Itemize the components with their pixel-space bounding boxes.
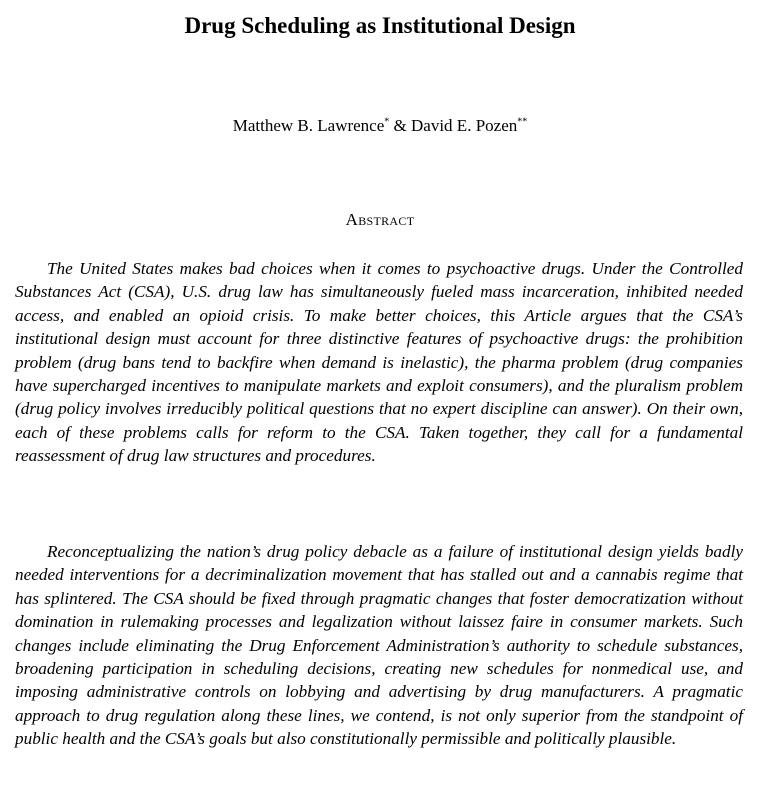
abstract-paragraph: The United States makes bad choices when it comes to psychoactive drugs. Under the Controlled Substances Act (CSA), U.S. drug law has simultaneously fueled mass incarceration, inhibited needed access, and enabled an opioid crisis. To make better choices, this Article argues that the CSA’s institutional design must account for three distinctive features of psychoactive drugs: the prohibition problem (drug bans tend to backfire when demand is inelastic), the pharma problem (drug companies have supercharged incentives to manipulate markets and exploit consumers), and the pluralism problem (drug policy involves irreducibly political questions that no expert discipline can answer). On their own, each of these problems calls for reform to the CSA. Taken together, they call for a fundamental reassessment of drug law structures and procedures. <box>15 259 743 466</box>
author-footnote-mark[interactable]: ** <box>517 116 528 128</box>
author-line <box>0 115 760 137</box>
paper-title: Drug Scheduling as Institutional Design <box>184 13 576 38</box>
author-name: David E. Pozen <box>411 116 518 135</box>
author-footnote-mark[interactable]: * <box>384 116 390 128</box>
abstract-heading: Abstract <box>345 210 415 229</box>
abstract-paragraph: Reconceptualizing the nation’s drug policy debacle as a failure of institutional design yields badly needed interventions for a decriminalization movement that has stalled out and a cannabis regime that has splintered. The CSA should be fixed through pragmatic changes that foster democratization without domination in rulemaking processes and legalization without laissez faire in consumer markets. Such changes include eliminating the Drug Enforcement Administration’s authority to schedule substances, broadening participation in scheduling decisions, creating new schedules for nonmedical use, and imposing administrative controls on lobbying and advertising by drug manufacturers. A pragmatic approach to drug regulation along these lines, we contend, is not only superior from the standpoint of public health and the CSA’s goals but also constitutionally permissible and politically plausible. <box>15 542 743 749</box>
author-name: Matthew B. Lawrence <box>232 116 385 135</box>
author-separator: & <box>389 116 412 135</box>
